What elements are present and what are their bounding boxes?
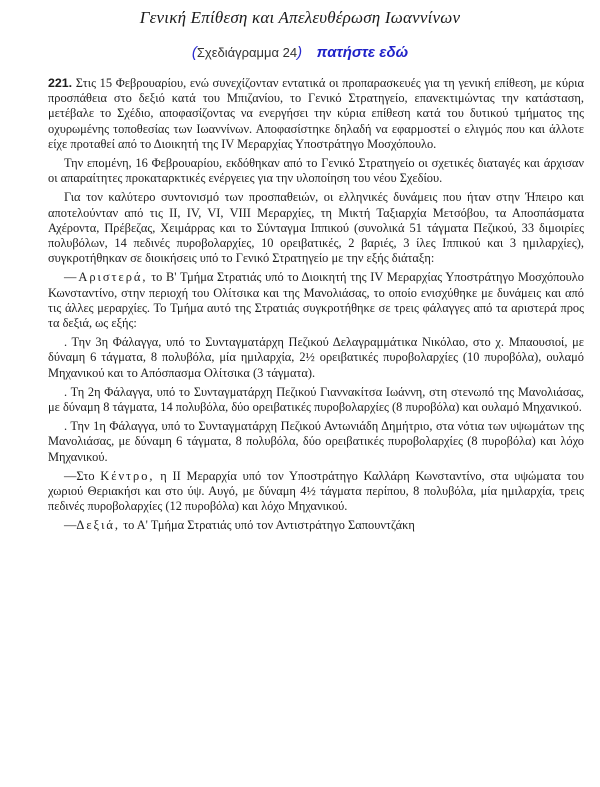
paragraph-221 xyxy=(48,76,584,152)
column-text: . Την 3η Φάλαγγα, υπό το Συνταγματάρχη Πεζικού Δελαγραμμάτικα Νικόλαο, στο χ. Μπαουσιοί, με δύναμη 6 τάγματα, 8 πολυβόλα, μία ημιλαρχία, 2½ ορειβατικές πυροβολαρχίες (10 πυροβόλα), ουλαμό Μηχανικού και το Απόσπασμα Ολίτσικα (3 τάγματα). xyxy=(48,335,584,380)
column-text: . Τη 2η Φάλαγγα, υπό το Συνταγματάρχη Πεζικού Γιαννακίτσα Ιωάννη, στη στενωπό της Μανολιάσας, με δύναμη 8 τάγματα, 14 πολυβόλα, δύο ορειβατικές πυροβολαρχίες (8 πυροβόλα) και ουλαμό Μηχανικού. xyxy=(48,384,584,415)
left-wing-text: το Β' Τμήμα Στρατιάς υπό το Διοικητή της IV Μεραρχίας Υποστράτηγο Μοσχόπουλο Κωνσταντίνο, στην περιοχή του Ολίτσικα και της Μανολιάσας, το οποίο ενισχύθηκε με δυνάμεις και από τις άλλες μεραρχίες. Το Τμήμα αυτό της Στρατιάς συγκροτήθηκε σε τρεις φάλαγγες από τα αριστερά προς τα δεξιά, ως εξής: xyxy=(48,270,584,331)
open-paren: ( xyxy=(191,44,197,61)
paragraph xyxy=(48,156,584,186)
left-wing-paragraph xyxy=(48,270,584,331)
column-1-paragraph xyxy=(48,419,584,465)
right-wing-lead-spaced: Δεξιά, xyxy=(76,518,121,533)
close-paren: ) xyxy=(297,44,303,61)
center-lead: —Στο xyxy=(64,468,95,483)
paragraph xyxy=(48,190,584,266)
right-wing-paragraph xyxy=(48,518,584,533)
paragraph-text: Στις 15 Φεβρουαρίου, ενώ συνεχίζονταν εντατικά οι προπαρασκευές για τη γενική επίθεση, με κύρια προσπάθεια στο δεξιό κατά του Μπιζανίου, το Γενικό Στρατηγείο, επανεκτιμώντας την κατάσταση, μετέβαλε το Σχέδιο, αποφασίζοντας να ενεργήσει την κύρια επίθεση κατά του δυτικού τμήματος της οχυρωμένης τοποθεσίας των Ιωαννίνων. Αποφασίστηκε δηλαδή να εφαρμοστεί ο ελιγμός που και άλλοτε είχε προταθεί από το Διοικητή της IV Μεραρχίας Υποστράτηγο Μοσχόπουλο. xyxy=(48,76,584,151)
right-wing-text: το Α' Τμήμα Στρατιάς υπό τον Αντιστράτηγο Σαπουντζάκη xyxy=(123,518,415,533)
center-text: η II Μεραρχία υπό τον Υποστράτηγο Καλλάρη Κωνσταντίνο, στα υψώματα του χωριού Θεριακήσι και στο ύψ. Αυγό, με δύναμη 4½ τάγματα περίπου, 8 πολυβόλα, μία ημιλαρχία, τρεις πεδινές πυροβολαρχίες (12 πυροβόλα) και λόχο Μηχανικού. xyxy=(48,468,584,514)
schedule-link-row xyxy=(0,44,600,62)
center-lead-spaced: Κέντρο, xyxy=(100,468,155,483)
paragraph-text: Για τον καλύτερο συντονισμό των προσπαθειών, οι ελληνικές δυνάμεις που ήταν στην Ήπειρο και αποτελούνταν από τις II, IV, VI, VIII Μεραρχίες, τη Μικτή Ταξιαρχία Μετσόβου, τα Αποσπάσματα Αχέροντα, Πρέβεζας, Χειμάρρας και το Σύνταγμα Ιππικού (συνολικά 51 τάγματα Πεζικού, 33 διμοιρίες πολυβόλων, 14 πεδινές πυροβολαρχίες, 10 ορειβατικές, 2 βαριές, 3 ίλες Ιππικού και 3 ημιλαρχίες), συγκροτήθηκαν σε διοικήσεις υπό το Γενικό Στρατηγείο με την εξής διάταξη: xyxy=(48,190,584,266)
schedule-label: Σχεδιάγραμμα 24 xyxy=(196,45,298,60)
center-paragraph xyxy=(48,469,584,515)
click-here-link[interactable]: πατήστε εδώ xyxy=(316,44,409,61)
page-title: Γενική Επίθεση και Απελευθέρωση Ιωαννίνων xyxy=(139,8,461,27)
paragraph-text: Την επομένη, 16 Φεβρουαρίου, εκδόθηκαν από το Γενικό Στρατηγείο οι σχετικές διαταγές και άρχισαν οι απαραίτητες προκαταρκτικές ενέργειες για την υλοποίηση του νέου Σχεδίου. xyxy=(48,156,584,186)
right-wing-lead: — xyxy=(64,518,77,533)
left-wing-lead: —Αριστερά, xyxy=(64,270,148,285)
document-body xyxy=(48,76,584,538)
column-text: . Την 1η Φάλαγγα, υπό το Συνταγματάρχη Πεζικού Αντωνιάδη Δημήτριο, στα νότια των υψωμάτων της Μανολιάσας, με δύναμη 6 τάγματα, 8 πολυβόλα, δύο ορειβατικές πυροβολαρχίες (8 πυροβόλα) και λόχο Μηχανικού. xyxy=(48,419,584,464)
column-3-paragraph xyxy=(48,335,584,381)
column-2-paragraph xyxy=(48,385,584,415)
paragraph-number: 221. xyxy=(48,76,73,90)
